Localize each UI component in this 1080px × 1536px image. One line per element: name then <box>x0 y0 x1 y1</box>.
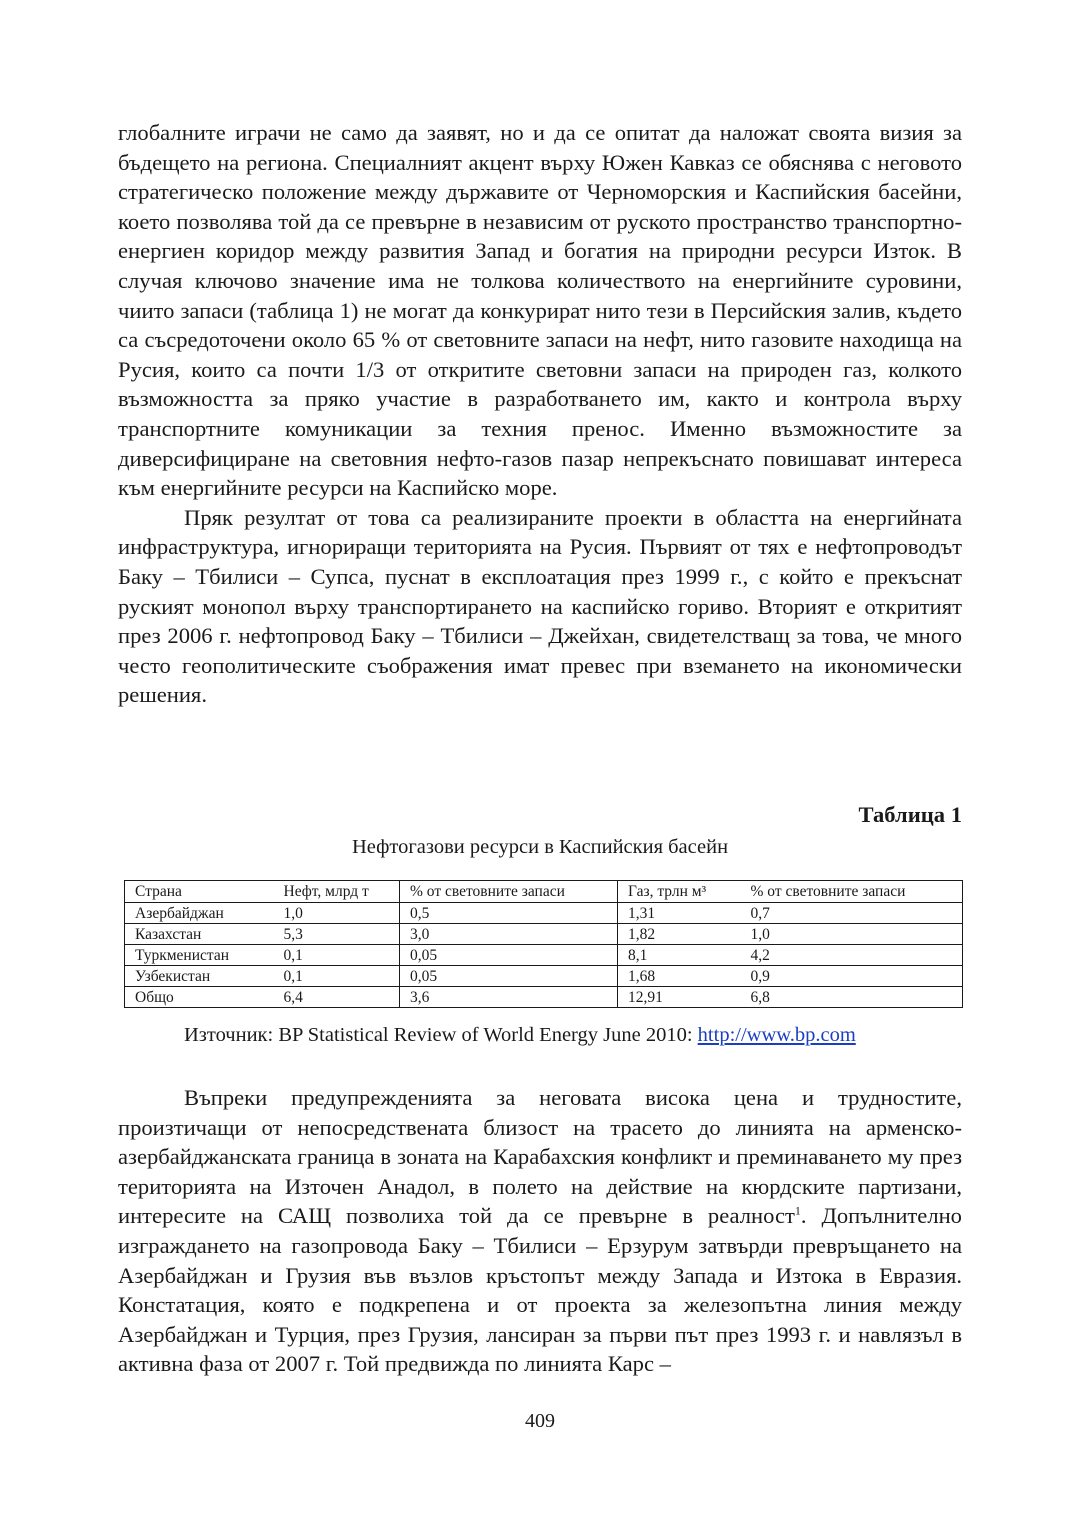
cell-oil-share: 3,0 <box>400 924 618 945</box>
source-text: Източник: BP Statistical Review of World Energy June 2010: <box>184 1024 698 1046</box>
paragraph-3 <box>118 1083 962 1379</box>
paragraph-1: глобалните играчи не само да заявят, но и да се опитат да наложат своята визия за бъдещето на региона. Специалният акцент върху Южен Кавказ се обяснява с неговото стратегическо положение между държавите от Черноморския и Каспийския басейни, което позволява той да се превърне в независим от руското пространство транспортно-енергиен коридор между развития Запад и богатия на природни ресурси Изток. В случая ключово значение има не толкова количеството на енергийните суровини, чиито запаси (таблица 1) не могат да конкурират нито тези в Персийския залив, където са съсредоточени около 65 % от световните запаси на нефт, нито газовите находища на Русия, които са почти 1/3 от откритите световни запаси на природен газ, колкото възможността за пряко участие в разработването им, както и контрола върху транспортните комуникации за техния пренос. Именно възможностите за диверсифициране на световния нефто-газов пазар непрекъснато повишават интереса към енергийните ресурси на Каспийско море. <box>118 120 962 501</box>
table-caption: Нефтогазови ресурси в Каспийския басейн <box>351 836 729 858</box>
table-source <box>184 1021 856 1049</box>
table-row <box>125 945 963 966</box>
text-block-top <box>118 118 962 710</box>
cell-oil-share: 3,6 <box>400 987 618 1008</box>
text-block-bottom <box>118 1083 962 1379</box>
cell-gas: 1,31 <box>618 903 741 924</box>
table-row <box>125 966 963 987</box>
cell-country: Узбекистан <box>125 966 274 987</box>
paragraph-2: Пряк резултат от това са реализираните проекти в областта на енергийната инфраструктура, игнориращи територията на Русия. Първият от тях е нефтопроводът Баку – Тбилиси – Супса, пуснат в експлоатация през 1999 г., с който е прекъснат руският монопол върху транспортирането на каспийско гориво. Вторият е откритият през 2006 г. нефтопровод Баку – Тбилиси – Джейхан, свидетелстващ за това, че много често геополитическите съображения имат превес при вземането на икономически решения. <box>118 504 962 708</box>
cell-gas: 8,1 <box>618 945 741 966</box>
cell-country: Азербайджан <box>125 903 274 924</box>
cell-oil-share: 0,05 <box>400 945 618 966</box>
table-row <box>125 924 963 945</box>
page-number: 409 <box>525 1410 555 1432</box>
cell-gas-share: 1,0 <box>741 924 963 945</box>
cell-gas: 1,82 <box>618 924 741 945</box>
cell-gas-share: 6,8 <box>741 987 963 1008</box>
table-header-row <box>125 881 963 903</box>
cell-oil: 6,4 <box>274 987 400 1008</box>
table-row <box>125 903 963 924</box>
paragraph-3-part-1: Въпреки предупрежденията за неговата висока цена и трудностите, произтичащи от непосредствената близост на трасето до линията на арменско-азербайджанската граница в зоната на Карабахския конфликт и преминаването му през територията на Източен Анадол, в полето на действие на кюрдските партизани, интересите на САЩ позволиха той да се превърне в реалност <box>118 1085 962 1229</box>
table-row-total <box>125 987 963 1008</box>
cell-country: Общо <box>125 987 274 1008</box>
footnote-mark[interactable]: 1 <box>794 1203 801 1218</box>
header-oil: Нефт, млрд т <box>274 881 400 903</box>
cell-gas-share: 0,9 <box>741 966 963 987</box>
cell-oil: 0,1 <box>274 945 400 966</box>
cell-oil: 0,1 <box>274 966 400 987</box>
cell-gas: 12,91 <box>618 987 741 1008</box>
table-label: Таблица 1 <box>858 802 962 827</box>
header-country: Страна <box>125 881 274 903</box>
cell-oil: 5,3 <box>274 924 400 945</box>
cell-gas-share: 0,7 <box>741 903 963 924</box>
header-gas-share: % от световните запаси <box>741 881 963 903</box>
cell-gas-share: 4,2 <box>741 945 963 966</box>
cell-country: Туркменистан <box>125 945 274 966</box>
cell-country: Казахстан <box>125 924 274 945</box>
paragraph-3-part-2: . Допълнително изграждането на газопровода Баку – Тбилиси – Ерзурум затвърди превръщането на Азербайджан и Грузия във възлов кръстопът между Запада и Изтока в Евразия. Констатация, която е подкрепена и от проекта за железопътна линия между Азербайджан и Турция, през Грузия, лансиран за първи път през 1993 г. и навлязъл в активна фаза от 2007 г. Той предвижда по линията Карс – <box>118 1203 962 1377</box>
header-oil-share: % от световните запаси <box>400 881 618 903</box>
resources-table <box>124 880 963 1008</box>
header-gas: Газ, трлн м³ <box>618 881 741 903</box>
cell-oil: 1,0 <box>274 903 400 924</box>
source-link[interactable]: http://www.bp.com <box>697 1024 856 1046</box>
cell-oil-share: 0,5 <box>400 903 618 924</box>
cell-oil-share: 0,05 <box>400 966 618 987</box>
cell-gas: 1,68 <box>618 966 741 987</box>
